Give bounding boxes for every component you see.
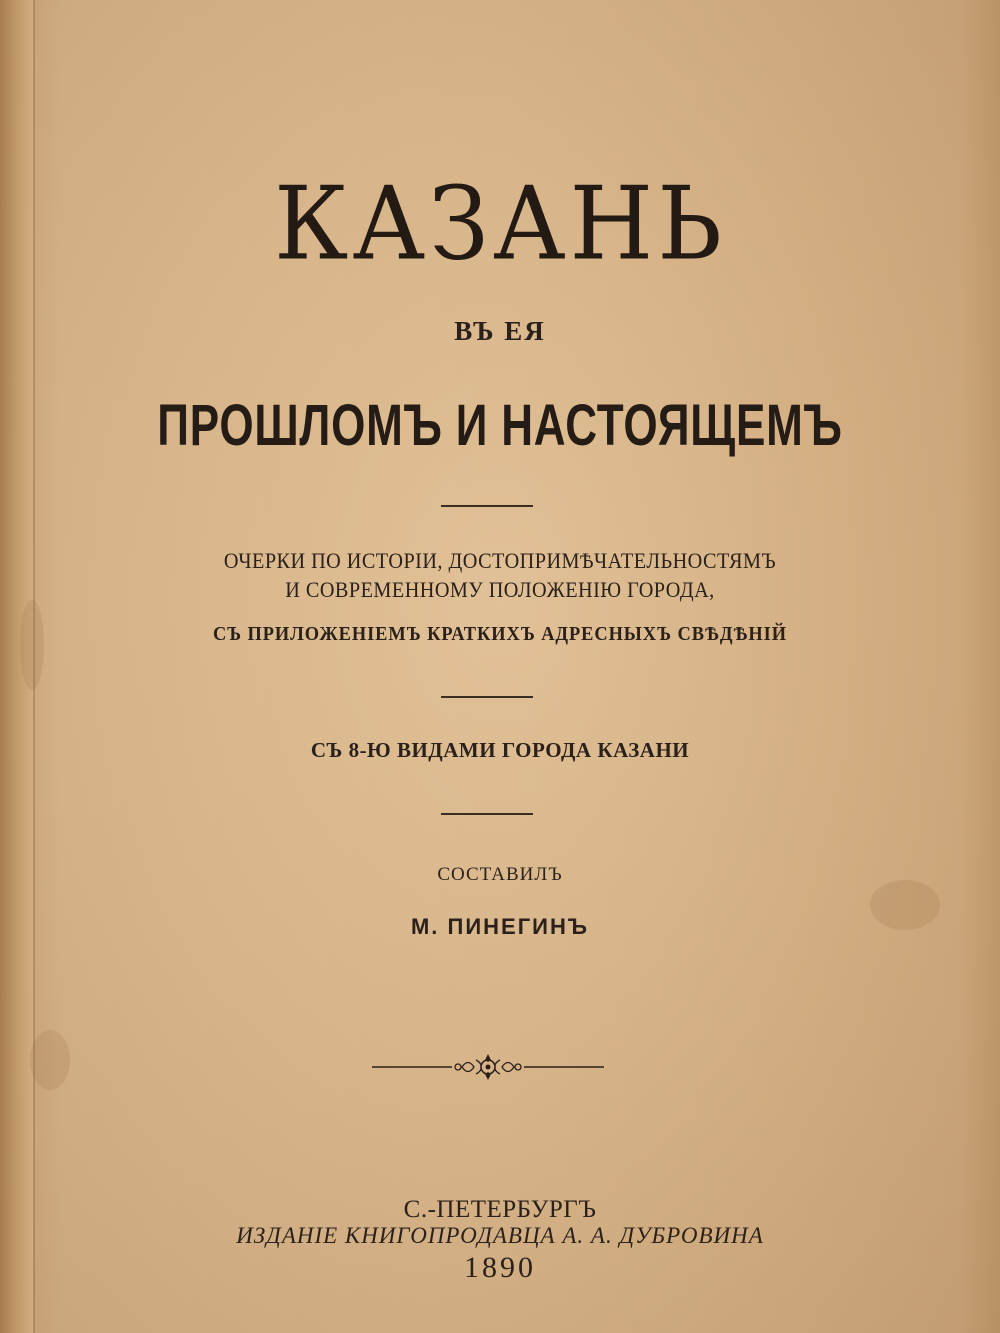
paper-stain xyxy=(30,1030,70,1090)
appendix-note: СЪ ПРИЛОЖЕНІЕМЪ КРАТКИХЪ АДРЕСНЫХЪ СВѢДѢНІЙ xyxy=(213,623,787,645)
divider-rule xyxy=(441,505,533,507)
publisher-line: ИЗДАНІЕ КНИГОПРОДАВЦА А. А. ДУБРОВИНА xyxy=(236,1223,764,1248)
book-subtitle: ПРОШЛОМЪ И НАСТОЯЩЕМЪ xyxy=(157,393,843,458)
description-line-2: И СОВРЕМЕННОМУ ПОЛОЖЕНІЮ ГОРОДА, xyxy=(285,577,715,602)
title-preposition: ВЪ ЕЯ xyxy=(454,316,546,346)
illustrations-note: СЪ 8-Ю ВИДАМИ ГОРОДА КАЗАНИ xyxy=(310,738,690,762)
divider-rule xyxy=(441,696,533,698)
divider-rule xyxy=(441,813,533,815)
publication-year: 1890 xyxy=(464,1251,536,1284)
compiled-by-label: СОСТАВИЛЪ xyxy=(437,864,563,885)
publication-city: С.-ПЕТЕРБУРГЪ xyxy=(403,1196,597,1223)
description-line-1: ОЧЕРКИ ПО ИСТОРІИ, ДОСТОПРИМѢЧАТЕЛЬНОСТЯМЪ xyxy=(223,548,777,573)
floral-vignette-icon xyxy=(372,1050,604,1084)
book-title: КАЗАНЬ xyxy=(274,165,726,283)
author-name: М. ПИНЕГИНЪ xyxy=(410,914,590,939)
